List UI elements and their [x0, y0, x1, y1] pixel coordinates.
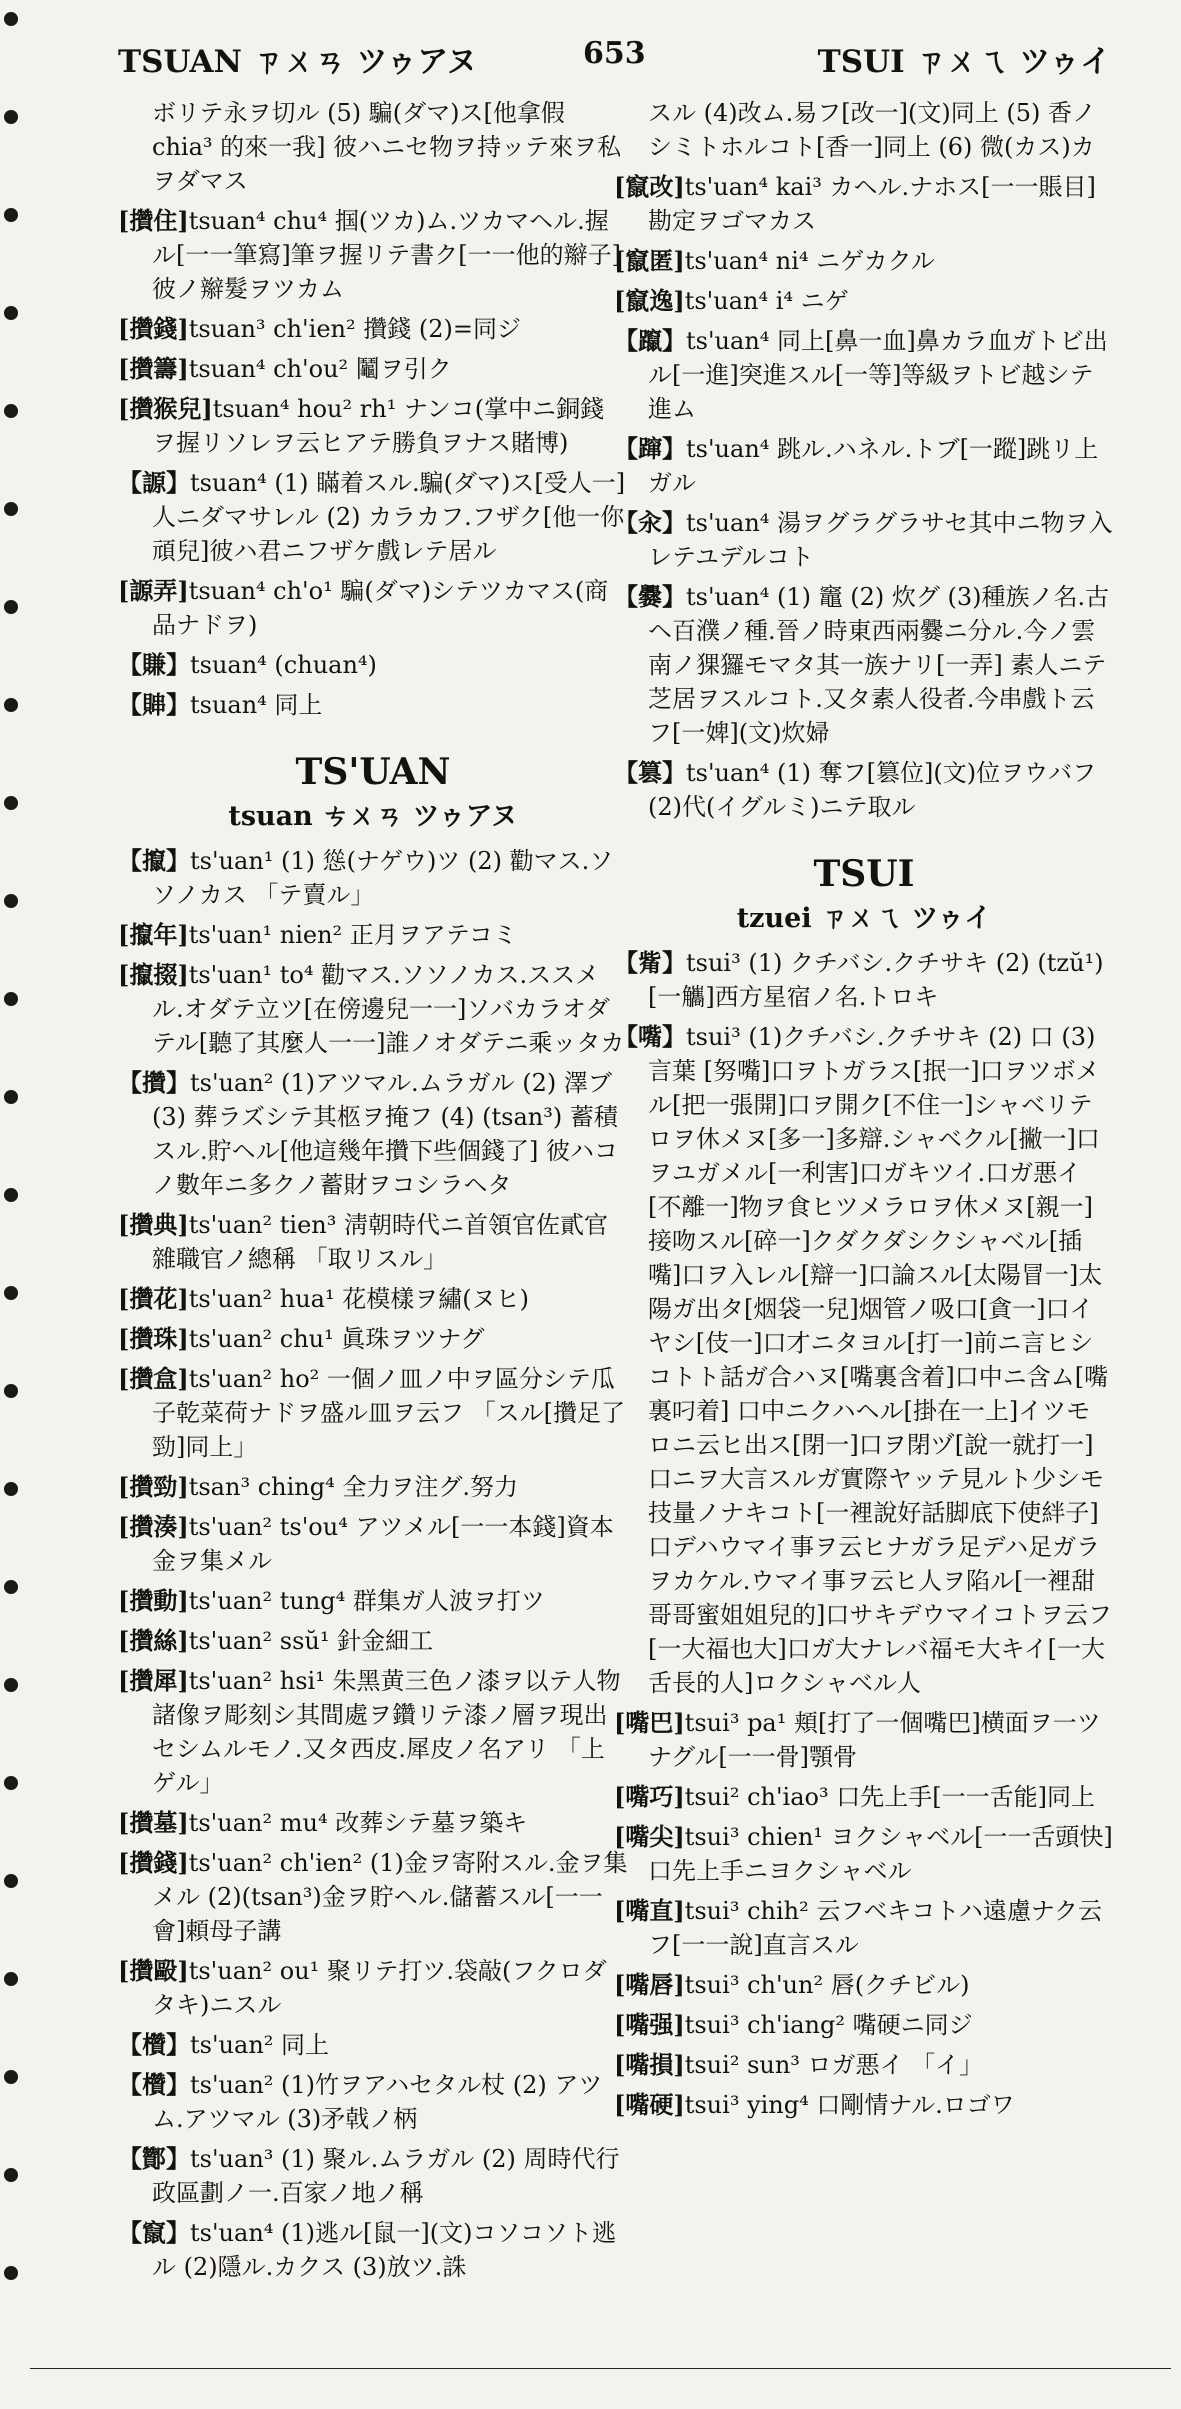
- binding-hole: [4, 1678, 18, 1692]
- entry-text: [614, 2008, 1114, 2042]
- binding-hole: [4, 992, 18, 1006]
- binding-holes: [0, 0, 40, 2409]
- entry-definition: ts'uan² hsi¹ 朱黑黄三色ノ漆ヲ以テ人物諸像ヲ彫刻シ其間處ヲ鑽リテ漆ノ層ヲ現出セシムルモノ.又タ西皮.犀皮ノ名アリ 「上ゲル」: [152, 1667, 621, 1797]
- entry-headword: [竄逸]: [614, 286, 685, 315]
- entry-text: [614, 506, 1114, 574]
- entry-text: [118, 1954, 628, 2022]
- entry-text: [118, 688, 628, 722]
- entry-text: [614, 580, 1114, 750]
- entry-text: [118, 958, 628, 1060]
- dictionary-entry: [614, 432, 1114, 500]
- entry-text: [614, 1780, 1114, 1814]
- entry-headword: [攢墓]: [118, 1808, 189, 1837]
- entry-text: [118, 648, 628, 682]
- entry-headword: 【攢】: [118, 1068, 190, 1097]
- entry-text: [118, 918, 628, 952]
- dictionary-entry: [118, 1470, 628, 1504]
- binding-hole: [4, 1874, 18, 1888]
- entry-headword: [攢錢]: [118, 1848, 189, 1877]
- dictionary-entry: [118, 918, 628, 952]
- entry-definition: ts'uan² hua¹ 花模樣ヲ繡(ヌヒ): [188, 1285, 529, 1313]
- entry-text: [118, 1806, 628, 1840]
- entry-definition: ts'uan⁴ kai³ カヘル.ナホス[一一賬目]勘定ヲゴマカス: [648, 173, 1096, 235]
- entry-definition: tsuan⁴ hou² rh¹ ナンコ(掌中ニ銅錢ヲ握リソレヲ云ヒアテ勝負ヲナス賭博): [152, 395, 605, 457]
- entry-headword: [竄匿]: [614, 246, 685, 275]
- entry-headword: 【欑】: [118, 2030, 190, 2059]
- entry-headword: [攢花]: [118, 1284, 189, 1313]
- entry-headword: [嘴直]: [614, 1896, 685, 1925]
- entry-headword: [攢犀]: [118, 1666, 189, 1695]
- dictionary-entry: [118, 1806, 628, 1840]
- entry-text: [118, 466, 628, 568]
- entry-headword: 【嘴】: [614, 1022, 686, 1051]
- dictionary-entry: [614, 2048, 1114, 2082]
- dictionary-entry: [614, 1020, 1114, 1700]
- dictionary-entry: [614, 946, 1114, 1014]
- binding-hole: [4, 1384, 18, 1398]
- entry-definition: ts'uan² ssŭ¹ 針金細工: [188, 1627, 434, 1655]
- entry-text: [614, 170, 1114, 238]
- entry-definition: ts'uan⁴ ni⁴ ニゲカクル: [684, 247, 935, 275]
- entry-definition: ts'uan² ts'ou⁴ アツメル[一一本錢]資本金ヲ集メル: [152, 1513, 614, 1575]
- section-sub-tsui: tzuei ㄗㄨㄟ ツゥイ: [736, 903, 992, 934]
- entry-definition: tsan³ ching⁴ 全力ヲ注グ.努力: [188, 1473, 518, 1501]
- entry-definition: tsui² sun³ ロガ悪イ 「イ」: [684, 2051, 984, 2079]
- entry-definition: ts'uan² 同上: [190, 2031, 330, 2059]
- entry-definition: ts'uan² tien³ 淸朝時代ニ首領官佐貳官雜職官ノ總稱 「取リスル」: [152, 1211, 608, 1273]
- dictionary-entry: [614, 1968, 1114, 2002]
- binding-hole: [4, 2070, 18, 2084]
- entry-definition: ts'uan⁴ 湯ヲグラグラサセ其中ニ物ヲ入レテユデルコト: [648, 509, 1113, 571]
- entry-headword: [攢勁]: [118, 1472, 189, 1501]
- entry-definition: tsui³ chih² 云フベキコトハ遠慮ナク云フ[一一說]直言スル: [648, 1897, 1102, 1959]
- left-entries-a: [118, 96, 628, 722]
- dictionary-entry: [614, 756, 1114, 824]
- binding-hole: [4, 404, 18, 418]
- entry-definition: ts'uan⁴ (1) 竈 (2) 炊グ (3)種族ノ名.古ヘ百濮ノ種.晉ノ時東西兩爨ニ分ル.今ノ雲南ノ猓玀モマタ其一族ナリ[一弄] 素人ニテ芝居ヲスルコト.又タ素人役者.今串戲ト云フ[一婢](文)炊婦: [648, 583, 1110, 747]
- entry-text: [614, 1020, 1114, 1700]
- entry-definition: ts'uan² ho² 一個ノ皿ノ中ヲ區分シテ瓜子乾菜荷ナドヲ盛ル皿ヲ云フ 「スル[攢足了勁]同上」: [152, 1365, 625, 1461]
- binding-hole: [4, 1776, 18, 1790]
- entry-definition: tsui³ chien¹ ヨクシャベル[一一舌頭快]口先上手ニヨクシャベル: [648, 1823, 1113, 1885]
- entry-definition: tsuan⁴ 同上: [190, 691, 323, 719]
- entry-text: [118, 1510, 628, 1578]
- dictionary-entry: [614, 2008, 1114, 2042]
- binding-hole: [4, 1090, 18, 1104]
- right-entries-a: [614, 96, 1114, 824]
- running-head-left: TSUAN ㄗㄨㄢ ツゥアヌ: [118, 44, 478, 80]
- entry-definition: ts'uan² mu⁴ 改葬シテ墓ヲ築キ: [188, 1809, 528, 1837]
- entry-headword: 【爨】: [614, 582, 686, 611]
- dictionary-entry: [118, 1664, 628, 1800]
- entry-definition: tsuan⁴ (1) 瞞着スル.騙(ダマ)ス[受人一]人ニダマサレル (2) カラカフ.フザク[他一你頑兒]彼ハ君ニフザケ戲レテ居ル: [152, 469, 626, 565]
- dictionary-entry: [118, 204, 628, 306]
- entry-headword: 【蹿】: [614, 434, 686, 463]
- dictionary-entry: [118, 1362, 628, 1464]
- binding-hole: [4, 110, 18, 124]
- dictionary-entry: [614, 1706, 1114, 1774]
- page-number: 653: [583, 36, 646, 71]
- entry-text: [118, 1664, 628, 1800]
- dictionary-entry: [118, 648, 628, 682]
- entry-text: [614, 1706, 1114, 1774]
- binding-hole: [4, 600, 18, 614]
- entry-text: [118, 312, 628, 346]
- entry-headword: 【賺】: [118, 650, 190, 679]
- entry-definition: tsui³ pa¹ 頬[打了一個嘴巴]横面ヲ一ツナグル[一一骨]顎骨: [648, 1709, 1101, 1771]
- entry-definition: ts'uan¹ nien² 正月ヲアテコミ: [188, 921, 517, 949]
- entry-text: [118, 204, 628, 306]
- entry-text: [614, 244, 1114, 278]
- binding-hole: [4, 2168, 18, 2182]
- entry-text: [118, 574, 628, 642]
- entry-headword: 【欑】: [118, 2070, 190, 2099]
- entry-text: [118, 1322, 628, 1356]
- dictionary-entry: [614, 506, 1114, 574]
- entry-text: [118, 1208, 628, 1276]
- entry-headword: 【竄】: [118, 2218, 190, 2247]
- dictionary-entry: [118, 1208, 628, 1276]
- entry-headword: [攢盒]: [118, 1364, 189, 1393]
- dictionary-entry: [614, 284, 1114, 318]
- binding-hole: [4, 12, 18, 26]
- dictionary-entry: [118, 2216, 628, 2284]
- entry-text: [614, 1820, 1114, 1888]
- dictionary-entry: [614, 244, 1114, 278]
- running-head: [118, 36, 1111, 86]
- dictionary-entry: [614, 2088, 1114, 2122]
- dictionary-entry: [118, 352, 628, 386]
- entry-definition: スル (4)改ム.易フ[改一](文)同上 (5) 香ノシミトホルコト[香一]同上 (6) 微(カス)カ: [648, 99, 1096, 161]
- dictionary-entry: [118, 844, 628, 912]
- entry-definition: tsui² ch'iao³ 口先上手[一一舌能]同上: [684, 1783, 1095, 1811]
- binding-hole: [4, 894, 18, 908]
- dictionary-entry: [118, 2068, 628, 2136]
- entry-headword: [竄改]: [614, 172, 685, 201]
- section-title-tsuan: TS'UAN: [295, 751, 451, 793]
- entry-definition: tsui³ ch'un² 唇(クチビル): [684, 1971, 970, 1999]
- entry-definition: tsuan⁴ ch'ou² 鬮ヲ引ク: [188, 355, 452, 383]
- entry-text: [118, 2028, 628, 2062]
- entry-text: [614, 2088, 1114, 2122]
- dictionary-entry: [614, 1820, 1114, 1888]
- entry-definition: ts'uan² chu¹ 眞珠ヲツナグ: [188, 1325, 485, 1353]
- entry-headword: [攢錢]: [118, 314, 189, 343]
- right-entries-b: [614, 946, 1114, 2122]
- entry-text: [118, 392, 628, 460]
- entry-definition: tsui³ ying⁴ 口剛情ナル.ロゴワ: [684, 2091, 1015, 2119]
- entry-definition: ts'uan⁴ 跳ル.ハネル.トブ[一蹤]跳リ上ガル: [648, 435, 1099, 497]
- dictionary-entry: [118, 1282, 628, 1316]
- entry-text: [614, 284, 1114, 318]
- binding-hole: [4, 1972, 18, 1986]
- entry-text: [614, 1968, 1114, 2002]
- right-column: [614, 96, 1114, 2128]
- entry-definition: ts'uan² tung⁴ 群集ガ人波ヲ打ツ: [188, 1587, 545, 1615]
- entry-text: [118, 844, 628, 912]
- entry-definition: ts'uan⁴ 同上[鼻一血]鼻カラ血ガトビ出ル[一進]突進スル[一等]等級ヲトビ越シテ進ム: [648, 327, 1108, 423]
- binding-hole: [4, 796, 18, 810]
- binding-hole: [4, 1188, 18, 1202]
- entry-headword: 【賗】: [118, 690, 190, 719]
- entry-headword: 【謜】: [118, 468, 190, 497]
- entry-text: [118, 1362, 628, 1464]
- entry-headword: 【觜】: [614, 948, 686, 977]
- entry-definition: ts'uan¹ (1) 慫(ナゲウ)ツ (2) 勸マス.ソソノカス 「テ賣ル」: [152, 847, 614, 909]
- entry-definition: tsuan⁴ ch'o¹ 騙(ダマ)シテツカマス(商品ナドヲ): [152, 577, 609, 639]
- entry-headword: [嘴巴]: [614, 1708, 685, 1737]
- dictionary-entry: [614, 170, 1114, 238]
- binding-hole: [4, 2266, 18, 2280]
- entry-definition: tsui³ ch'iang² 嘴硬ニ同ジ: [684, 2011, 973, 2039]
- left-column: [118, 96, 628, 2290]
- entry-definition: ts'uan² (1)竹ヲアハセタル杖 (2) アツム.アツマル (3)矛戟ノ柄: [152, 2071, 603, 2133]
- binding-hole: [4, 1580, 18, 1594]
- dictionary-entry: [614, 1780, 1114, 1814]
- entry-headword: 【躥】: [614, 326, 686, 355]
- page-bottom-edge: [30, 2368, 1171, 2369]
- entry-definition: tsui³ (1) クチバシ.クチサキ (2) (tzŭ¹)[一觿]西方星宿ノ名.トロキ: [648, 949, 1104, 1011]
- entry-text: [614, 96, 1114, 164]
- dictionary-entry: [118, 574, 628, 642]
- entry-headword: [攢毆]: [118, 1956, 189, 1985]
- entry-definition: ts'uan⁴ (1)逃ル[鼠一](文)コソコソト逃ル (2)隱ル.カクス (3)放ツ.誅: [152, 2219, 616, 2281]
- binding-hole: [4, 698, 18, 712]
- dictionary-entry: [118, 958, 628, 1060]
- entry-headword: [謜弄]: [118, 576, 189, 605]
- section-title-tsui: TSUI: [813, 853, 915, 895]
- entry-text: [118, 1624, 628, 1658]
- dictionary-entry: [118, 2142, 628, 2210]
- entry-headword: 【酇】: [118, 2144, 190, 2173]
- entry-text: [118, 96, 628, 198]
- dictionary-entry: [118, 1066, 628, 1202]
- entry-text: [614, 432, 1114, 500]
- entry-definition: ts'uan² ch'ien² (1)金ヲ寄附スル.金ヲ集メル (2)(tsan³)金ヲ貯ヘル.儲蓄スル[一一會]頼母子講: [152, 1849, 628, 1945]
- entry-text: [118, 2142, 628, 2210]
- entry-text: [118, 352, 628, 386]
- entry-definition: ts'uan⁴ i⁴ ニゲ: [684, 287, 849, 315]
- dictionary-entry: [118, 2028, 628, 2062]
- dictionary-entry: [118, 1510, 628, 1578]
- dictionary-entry: [118, 312, 628, 346]
- dictionary-entry: [614, 96, 1114, 164]
- binding-hole: [4, 306, 18, 320]
- binding-hole: [4, 1482, 18, 1496]
- entry-text: [614, 324, 1114, 426]
- entry-definition: tsuan⁴ chu⁴ 掴(ツカ)ム.ツカマヘル.握ル[一一筆寫]筆ヲ握リテ書ク[一一他的辮子]彼ノ辮髮ヲツカム: [152, 207, 621, 303]
- dictionary-entry: [118, 392, 628, 460]
- entry-headword: [攢動]: [118, 1586, 189, 1615]
- entry-text: [118, 2216, 628, 2284]
- entry-headword: [嘴巧]: [614, 1782, 685, 1811]
- entry-text: [118, 1584, 628, 1618]
- entry-headword: [嘴唇]: [614, 1970, 685, 1999]
- binding-hole: [4, 502, 18, 516]
- entry-text: [118, 1470, 628, 1504]
- entry-text: [118, 2068, 628, 2136]
- binding-hole: [4, 1286, 18, 1300]
- entry-headword: [攢猴兒]: [118, 394, 213, 423]
- entry-headword: [攢典]: [118, 1210, 189, 1239]
- entry-text: [118, 1066, 628, 1202]
- running-head-right: TSUI ㄗㄨㄟ ツゥイ: [817, 44, 1111, 80]
- entry-definition: tsui³ (1)クチバシ.クチサキ (2) 口 (3) 言葉 [努嘴]口ヲトガラス[抿一]口ヲツボメル[把一張開]口ヲ開ク[不住一]シャベリテロヲ休メヌ[多一]多辯.シャベクル[撇一]口ヲユガメル[一利害]口ガキツイ.口ガ悪イ[不離一]物ヲ食ヒツメラロヲ休メヌ[親一]接吻スル[碎一]クダクダシクシャベル[插嘴]口ヲ入レル[辯一]口論スル[太陽冒一]太陽ガ出タ[烟袋一兒]烟管ノ吸口[貪一]口イヤシ[伎一]口才ニタヨル[打一]前ニ言ヒシコトト話ガ合ハヌ[嘴裏含着]口中ニ含ム[嘴裏叼着] 口中ニクハヘル[掛在一上]イツモロニ云ヒ出ス[閉一]口ヲ閉ヅ[說一就打一]口ニヲ大言スルガ實際ヤッテ見ルト少シモ技量ノナキコト[一裡說好話脚底下使絆子]口デハウマイ事ヲ云ヒナガラ足デハ足ガラヲカケル.ウマイ事ヲ云ヒ人ヲ陷ル[一裡甜哥哥蜜姐姐兒的]口サキデウマイコトヲ云フ[一大福也大]口ガ大ナレバ福モ大キイ[一大舌長的人]ロクシャベル人: [648, 1023, 1112, 1697]
- entry-definition: ボリテ永ヲ切ル (5) 騙(ダマ)ス[他拿假 chia³ 的來一我] 彼ハニセ物ヲ持ッテ來ヲ私ヲダマス: [152, 99, 622, 195]
- entry-text: [614, 1894, 1114, 1962]
- entry-headword: 【篡】: [614, 758, 686, 787]
- entry-headword: [攢湊]: [118, 1512, 189, 1541]
- entry-headword: [攛掇]: [118, 960, 189, 989]
- dictionary-entry: [118, 1624, 628, 1658]
- dictionary-entry: [118, 1954, 628, 2022]
- dictionary-entry: [118, 1846, 628, 1948]
- dictionary-entry: [614, 580, 1114, 750]
- entry-definition: ts'uan² ou¹ 聚リテ打ツ.袋敲(フクロダタキ)ニスル: [152, 1957, 607, 2019]
- entry-definition: ts'uan⁴ (1) 奪フ[篡位](文)位ヲウバフ (2)代(イグルミ)ニテ取ル: [648, 759, 1097, 821]
- entry-text: [614, 946, 1114, 1014]
- dictionary-entry: [118, 96, 628, 198]
- entry-text: [614, 2048, 1114, 2082]
- entry-headword: [攛年]: [118, 920, 189, 949]
- entry-headword: 【攛】: [118, 846, 190, 875]
- entry-headword: [攢住]: [118, 206, 189, 235]
- dictionary-entry: [614, 324, 1114, 426]
- dictionary-entry: [614, 1894, 1114, 1962]
- entry-headword: [嘴硬]: [614, 2090, 685, 2119]
- entry-text: [614, 756, 1114, 824]
- entry-definition: tsuan³ ch'ien² 攢錢 (2)=同ジ: [188, 315, 521, 343]
- dictionary-entry: [118, 1322, 628, 1356]
- dictionary-entry: [118, 466, 628, 568]
- entry-headword: [嘴强]: [614, 2010, 685, 2039]
- entry-headword: [攢籌]: [118, 354, 189, 383]
- entry-text: [118, 1846, 628, 1948]
- dictionary-entry: [118, 1584, 628, 1618]
- binding-hole: [4, 208, 18, 222]
- entry-headword: [攢絲]: [118, 1626, 189, 1655]
- entry-headword: [攢珠]: [118, 1324, 189, 1353]
- section-sub-tsuan: tsuan ㄘㄨㄢ ツゥアヌ: [228, 801, 518, 832]
- entry-definition: ts'uan² (1)アツマル.ムラガル (2) 澤ブ (3) 葬ラズシテ其柩ヲ掩フ (4) (tsan³) 蓄積スル.貯ヘル[他這幾年攢下些個錢了] 彼ハコノ數年ニ多クノ蓄財ヲコシラヘタ: [152, 1069, 618, 1199]
- entry-headword: [嘴損]: [614, 2050, 685, 2079]
- entry-definition: tsuan⁴ (chuan⁴): [190, 651, 377, 679]
- entry-headword: [嘴尖]: [614, 1822, 685, 1851]
- dictionary-entry: [118, 688, 628, 722]
- entry-headword: 【汆】: [614, 508, 686, 537]
- entry-text: [118, 1282, 628, 1316]
- left-entries-b: [118, 844, 628, 2284]
- entry-definition: ts'uan¹ to⁴ 勸マス.ソソノカス.ススメル.オダテ立ツ[在傍邊兒一一]ソバカラオダテル[聽了其麼人一一]誰ノオダテニ乘ッタカ: [152, 961, 625, 1057]
- entry-definition: ts'uan³ (1) 聚ル.ムラガル (2) 周時代行政區劃ノ一.百家ノ地ノ稱: [152, 2145, 620, 2207]
